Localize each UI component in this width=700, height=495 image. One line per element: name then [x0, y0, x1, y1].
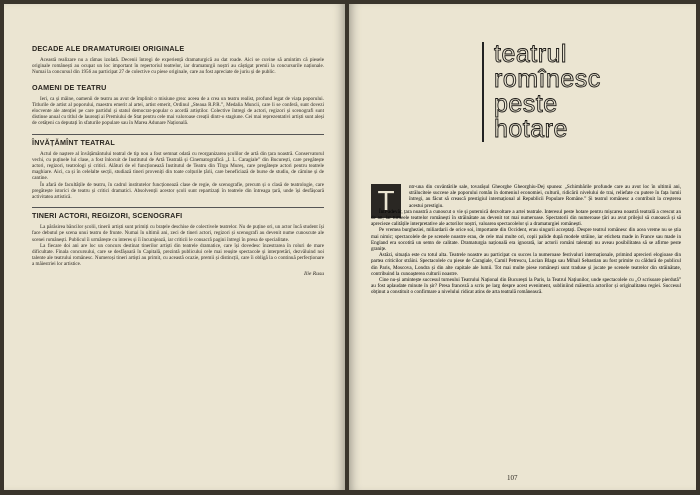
- article-title: [482, 42, 684, 142]
- drop-cap-letter: T: [377, 185, 395, 216]
- author-signature: Ilie Rusu: [303, 270, 324, 277]
- right-page: [349, 4, 696, 490]
- paragraph: Astăzi, situația este cu totul alta. Teatrele noastre au participat cu succes la numeroase festivaluri internaționale, primind aprecieri elogioase din partea criticilor străini. Spectacolele cu piese de Caragiale, Camil Petrescu, Lucian Blaga sau Mihail Sebastian au fost primite cu căldură de publicul din Paris, Moscova, Londra și din alte capitale ale lumii. Tot mai multe piese românești sunt traduse și jucate pe scenele teatrelor din străinătate, contribuind la cunoașterea culturii noastre.: [371, 252, 681, 277]
- paragraph: ntr-una din cuvântările sale, tovarășul Gheorghe Gheorghiu-Dej spunea: „Schimbările profunde care au avut loc în ultimii ani, străluciteie succese ale poporului român în domeniul economiei, culturii, ridicării nivelului de trai, reliefate cu putere în fața lumii întregi, au făcut să crească prestigiul internațional al Republicii Populare Române.” Și teatrul românesc a contribuit la creșterea acestui prestigiu.: [409, 184, 681, 209]
- section-education: [32, 134, 324, 201]
- paragraph: În afară de facultățile de teatru, în cadrul institutelor funcționează clase de regie, de scenografie, precum și o clasă de teatrologie, care pregătește istorici de teatru și critici dramatici. Absolvenții acestor școli sunt repartizați în teatrele din întreaga țară, unde își desfășoară activitatea artistică.: [32, 181, 324, 201]
- page-number: 107: [507, 474, 518, 482]
- title-line: teatrul: [494, 40, 567, 68]
- section-young-artists: [32, 207, 324, 276]
- left-page: [4, 4, 345, 490]
- section-title: TINERI ACTORI, REGIZORI, SCENOGRAFI: [32, 211, 183, 221]
- title-line: hotare: [494, 115, 568, 143]
- paragraph: Actul de naștere al învățământului teatral de tip nou a fost semnat odată cu reorganizarea școlilor de artă din țara noastră. Conservatorul vechi, cu puținele lui clase, a fost înlocuit de Institutul de Artă Teatrală și Cinematografică „I. L. Caragiale” din București, care pregătește actori, regizori, teatrologi și critici. Alături de el funcționează Institutul de Teatru din Tîrgu Mureș, care pregătește actori pentru teatrele maghiare. Aici, ca și în celelalte secții, studiază tineri proveniți din toate colțurile țării, care beneficiază de burse de studiu, de cămine și de cantine.: [32, 150, 324, 182]
- article-body: [371, 184, 681, 296]
- title-line: romînesc: [494, 65, 601, 93]
- title-line: peste: [494, 90, 558, 118]
- left-column: [32, 44, 324, 284]
- paragraph: Într-adevăr, țara noastră a cunoscut o vie și puternică dezvoltare a artei teatrale. Interesul peste hotare pentru mișcarea noastră teatrală a crescut an de an, iar turneele teatrelor românești în străinătate au devenit tot mai numeroase. Spectatorii din numeroase țări au avut prilejul să cunoască și să aprecieze calitățile interpretative ale actorilor noștri, valoarea spectacolelor și a dramaturgiei românești.: [371, 208, 681, 228]
- paragraph: Cine nu-și amintește succesul turneului Teatrului Național din București la Paris, la Teatrul Națiunilor, unde spectacolele cu „O scrisoare pierdută” au fost aplaudate minute în șir? Presa franceză a scris pe larg despre acest eveniment, subliniind măiestria actorilor și originalitatea regiei. Succesul obținut a constituit o confirmare a nivelului ridicat atins de arta teatrală românească.: [371, 277, 681, 296]
- section-title: ÎNVĂȚĂMÎNT TEATRAL: [32, 137, 115, 147]
- paragraph: Ieri, ca și mâine, oamenii de teatru au avut de împlinit o misiune grea: aceea de a crea un teatru realist, profund legat de viața poporului. Titlurile de artist al poporului, maestru emerit al artei, artist emerit, Ordinul „Steaua R.P.R.”, Medalia Muncii, care li se conferă, sunt dovezi elocvente ale atenției pe care partidul și statul democrat-popular o acordă artiștilor. Colective întregi de actori, regizori și scenografi sunt distinse anual cu titlul de laureați ai Premiului de Stat pentru cele mai valoroase creații dintr-o stagiune. Cei mai reprezentativi artiști sunt aleși de cetățeni ca deputați în sfaturile populare sau în Marea Adunare Națională.: [32, 95, 324, 127]
- paragraph: Această realizare nu a rămas izolată. Decenii întregi de experiență dramaturgică au dat roade. Aici se cuvine să amintim că piesele originale românești au ocupat un loc important în repertoriul teatrelor, iar dramaturgii noștri au câștigat premii la concursurile naționale. Numai la concursul din 1956 au participat 27 de colective cu piese originale, care au fost apreciate de juriu și de public.: [32, 57, 324, 76]
- section-title: DECADE ALE DRAMATURGIEI ORIGINALE: [32, 44, 185, 53]
- paragraph: Pe vremea burgheziei, miliardarii de orice soi, importante din Occident, erau singurii acceptați. Despre teatrul românesc din acea vreme nu se știa mai nimic; spectacolele de pe scenele noastre erau, de cele mai multe ori, copii palide după modele străine, iar eticheta made in France sau made in England era socotită un semn de calitate. Dramaturgia națională era ignorată, iar actorii români talentați nu aveau posibilitatea să se afirme peste granițe.: [371, 227, 681, 253]
- section-dramaturgy: [32, 44, 324, 76]
- section-title: OAMENI DE TEATRU: [32, 82, 107, 92]
- section-people: [32, 83, 324, 127]
- paragraph: La fiecare doi ani are loc un concurs destinat tinerilor artiști din teatrele dramatice, care își dovedesc înzestrarea în roluri de mare dificultate. Finala concursului, care se desfășoară în Capitală, prezintă publicului cele mai reușite spectacole și interpretări, dezvăluind noi talente ale teatrului românesc. Numeroși tineri artiști au primit, cu această ocazie, premii și distincții, care îi obligă la o continuă perfecționare a măiestriei lor artistice.: [32, 242, 324, 268]
- paragraph: La părăsirea băncilor școlii, tinerii artiști sunt primiți cu brațele deschise de colectivele teatrelor. Nu de puține ori, un actor încă student își face debutul pe scena unui teatru de frunte. Numai în ultimii ani, zeci de tineri actori, regizori și scenografi au devenit nume cunoscute ale scenei românești. Publicul îi urmărește cu interes și îi încurajează, iar criticii le consacră pagini întregi în presa de specialitate.: [32, 224, 324, 243]
